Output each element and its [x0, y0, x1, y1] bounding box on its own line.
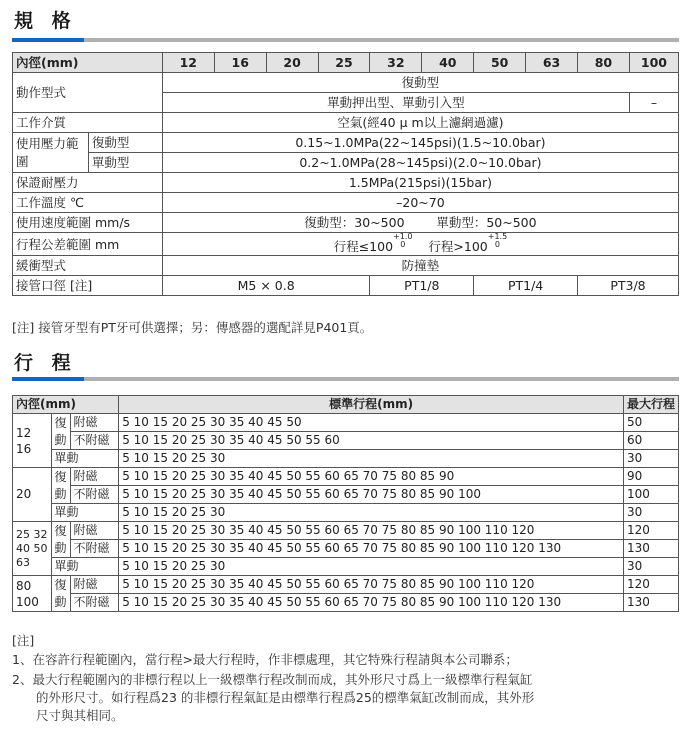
stroke-note-2: 2、最大行程範圍內的非標行程以上一級標準行程改制而成，其外形尺寸爲上一級標準行程氣缸	[12, 672, 533, 687]
action-type-label: 動作型式	[13, 73, 163, 113]
table-row	[13, 486, 679, 504]
speed-single-value: 單動型：50~500	[436, 215, 537, 230]
stroke-header-row	[13, 396, 679, 414]
bore-value: 100	[16, 594, 39, 609]
bore-value: 25 32	[16, 527, 48, 541]
max-stroke-cell: 120	[623, 522, 678, 540]
strokes-cell: 5 10 15 20 25 30	[119, 504, 624, 522]
bore-value: 20	[16, 487, 32, 501]
stroke-bore-header: 內徑(mm)	[13, 396, 119, 414]
bore-cell	[13, 576, 52, 612]
bore-value: 40 50	[16, 541, 48, 555]
bore-cell	[13, 414, 52, 468]
cushion-label: 緩衝型式	[13, 256, 163, 276]
tolerance-b-lower: 0	[494, 240, 500, 249]
spec-header-row	[13, 53, 679, 73]
pressure-double-label: 復動型	[88, 133, 162, 153]
max-stroke-cell: 50	[623, 414, 678, 432]
stroke-tolerance-label: 行程公差範圍 mm	[13, 233, 163, 256]
port-size-value: PT1/4	[474, 276, 578, 296]
table-row	[13, 504, 679, 522]
speed-value	[162, 213, 678, 233]
bore-col: 40	[422, 53, 474, 73]
stroke-section-bar	[12, 377, 679, 381]
strokes-cell: 5 10 15 20 25 30 35 40 45 50	[119, 414, 624, 432]
tolerance-a-upper: +1.0	[393, 232, 413, 241]
bore-value: 63	[16, 555, 30, 569]
type-cell: 單動	[51, 450, 119, 468]
pressure-single-label: 單動型	[88, 153, 162, 173]
bore-col: 100	[629, 53, 678, 73]
pressure-label: 使用壓力範圍	[13, 133, 89, 173]
double-action-char: 復	[54, 415, 67, 430]
stroke-standard-header: 標準行程(mm)	[119, 396, 624, 414]
speed-label: 使用速度範圍 mm/s	[13, 213, 163, 233]
strokes-cell: 5 10 15 20 25 30	[119, 450, 624, 468]
tolerance-a: 行程≤100	[333, 239, 394, 254]
bore-value: 16	[16, 441, 32, 456]
max-stroke-cell: 30	[623, 504, 678, 522]
tolerance-b-upper: +1.5	[487, 232, 508, 241]
table-row	[13, 414, 679, 432]
strokes-cell: 5 10 15 20 25 30 35 40 45 50 55 60 65 70 75 80 85 90 100 110 120 130	[119, 540, 624, 558]
double-action-cell	[51, 522, 70, 558]
max-stroke-cell: 100	[623, 486, 678, 504]
max-stroke-cell: 30	[623, 558, 678, 576]
bore-col: 50	[474, 53, 526, 73]
bore-col: 25	[318, 53, 370, 73]
medium-label: 工作介質	[13, 113, 163, 133]
type-cell: 不附磁	[70, 540, 119, 558]
strokes-cell: 5 10 15 20 25 30 35 40 45 50 55 60 65 70 75 80 85 90 100	[119, 486, 624, 504]
action-double-value: 復動型	[162, 73, 678, 93]
tolerance-b: 行程>100	[428, 239, 488, 254]
port-size-value: PT3/8	[578, 276, 679, 296]
double-action-cell	[51, 468, 70, 504]
strokes-cell: 5 10 15 20 25 30 35 40 45 50 55 60 65 70 75 80 85 90	[119, 468, 624, 486]
stroke-section-title: 行 程	[14, 352, 77, 374]
type-cell: 單動	[51, 504, 119, 522]
spec-table	[12, 52, 679, 296]
table-row	[13, 450, 679, 468]
double-action-char: 動	[54, 432, 67, 447]
cushion-value: 防撞墊	[162, 256, 678, 276]
strokes-cell: 5 10 15 20 25 30 35 40 45 50 55 60 65 70 75 80 85 90 100 110 120	[119, 576, 624, 594]
double-action-cell	[51, 414, 70, 450]
type-cell: 不附磁	[70, 432, 119, 450]
table-row	[13, 576, 679, 594]
pressure-single-value: 0.2~1.0MPa(28~145psi)(2.0~10.0bar)	[162, 153, 678, 173]
bore-col: 32	[370, 53, 422, 73]
bore-col: 16	[214, 53, 266, 73]
stroke-tolerance-value	[162, 233, 678, 256]
stroke-note-1: 1、在容許行程範圍內，當行程>最大行程時，作非標處理，其它特殊行程請與本公司聯系；	[12, 652, 518, 667]
double-action-char: 動	[54, 540, 67, 555]
double-action-char: 復	[54, 469, 67, 484]
proof-pressure-label: 保證耐壓力	[13, 173, 163, 193]
bore-col: 20	[266, 53, 318, 73]
action-single-value: 單動押出型、單動引入型	[162, 93, 629, 113]
table-row	[13, 468, 679, 486]
type-cell: 不附磁	[70, 486, 119, 504]
port-size-label: 接管口徑 [注]	[13, 276, 163, 296]
max-stroke-cell: 130	[623, 594, 678, 612]
stroke-note-2-end: 尺寸與其相同。	[36, 708, 124, 723]
max-stroke-cell: 30	[623, 450, 678, 468]
stroke-max-header: 最大行程	[623, 396, 678, 414]
type-cell: 附磁	[70, 468, 119, 486]
double-action-char: 動	[54, 486, 67, 501]
table-row	[13, 594, 679, 612]
stroke-note-2-cont: 的外形尺寸。如行程爲23 的非標行程氣缸是由標準行程爲25的標準氣缸改制而成，其外形	[36, 690, 535, 705]
bore-col: 63	[526, 53, 578, 73]
bore-value: 80	[16, 578, 32, 593]
double-action-cell	[51, 576, 70, 612]
max-stroke-cell: 90	[623, 468, 678, 486]
temperature-label: 工作溫度 ℃	[13, 193, 163, 213]
strokes-cell: 5 10 15 20 25 30 35 40 45 50 55 60	[119, 432, 624, 450]
medium-value: 空氣(經40 μ m以上濾網過濾)	[162, 113, 678, 133]
pressure-double-value: 0.15~1.0MPa(22~145psi)(1.5~10.0bar)	[162, 133, 678, 153]
stroke-notes-title: [注]	[12, 633, 35, 648]
double-action-char: 復	[54, 523, 67, 538]
type-cell: 不附磁	[70, 594, 119, 612]
max-stroke-cell: 130	[623, 540, 678, 558]
proof-pressure-value: 1.5MPa(215psi)(15bar)	[162, 173, 678, 193]
table-row	[13, 522, 679, 540]
type-cell: 附磁	[70, 414, 119, 432]
bore-value: 12	[16, 425, 32, 440]
type-cell: 附磁	[70, 522, 119, 540]
table-row	[13, 540, 679, 558]
table-row	[13, 558, 679, 576]
max-stroke-cell: 60	[623, 432, 678, 450]
type-cell: 單動	[51, 558, 119, 576]
port-size-value: M5 × 0.8	[162, 276, 370, 296]
double-action-char: 動	[54, 594, 67, 609]
action-single-100-value: –	[629, 93, 678, 113]
spec-note: [注] 接管牙型有PT牙可供選擇；另：傳感器的選配詳見P401頁。	[12, 320, 373, 335]
stroke-table	[12, 395, 679, 612]
bore-cell	[13, 522, 52, 576]
strokes-cell: 5 10 15 20 25 30	[119, 558, 624, 576]
max-stroke-cell: 120	[623, 576, 678, 594]
port-size-value: PT1/8	[370, 276, 474, 296]
bore-header: 內徑(mm)	[13, 53, 163, 73]
spec-section-title: 規 格	[14, 10, 77, 32]
strokes-cell: 5 10 15 20 25 30 35 40 45 50 55 60 65 70 75 80 85 90 100 110 120 130	[119, 594, 624, 612]
bore-col: 12	[162, 53, 214, 73]
double-action-char: 復	[54, 577, 67, 592]
table-row	[13, 432, 679, 450]
bore-cell	[13, 468, 52, 522]
speed-double-value: 復動型：30~500	[304, 215, 405, 230]
spec-section-bar	[12, 38, 679, 42]
temperature-value: –20~70	[162, 193, 678, 213]
strokes-cell: 5 10 15 20 25 30 35 40 45 50 55 60 65 70 75 80 85 90 100 110 120	[119, 522, 624, 540]
type-cell: 附磁	[70, 576, 119, 594]
tolerance-a-lower: 0	[400, 240, 406, 249]
bore-col: 80	[578, 53, 630, 73]
